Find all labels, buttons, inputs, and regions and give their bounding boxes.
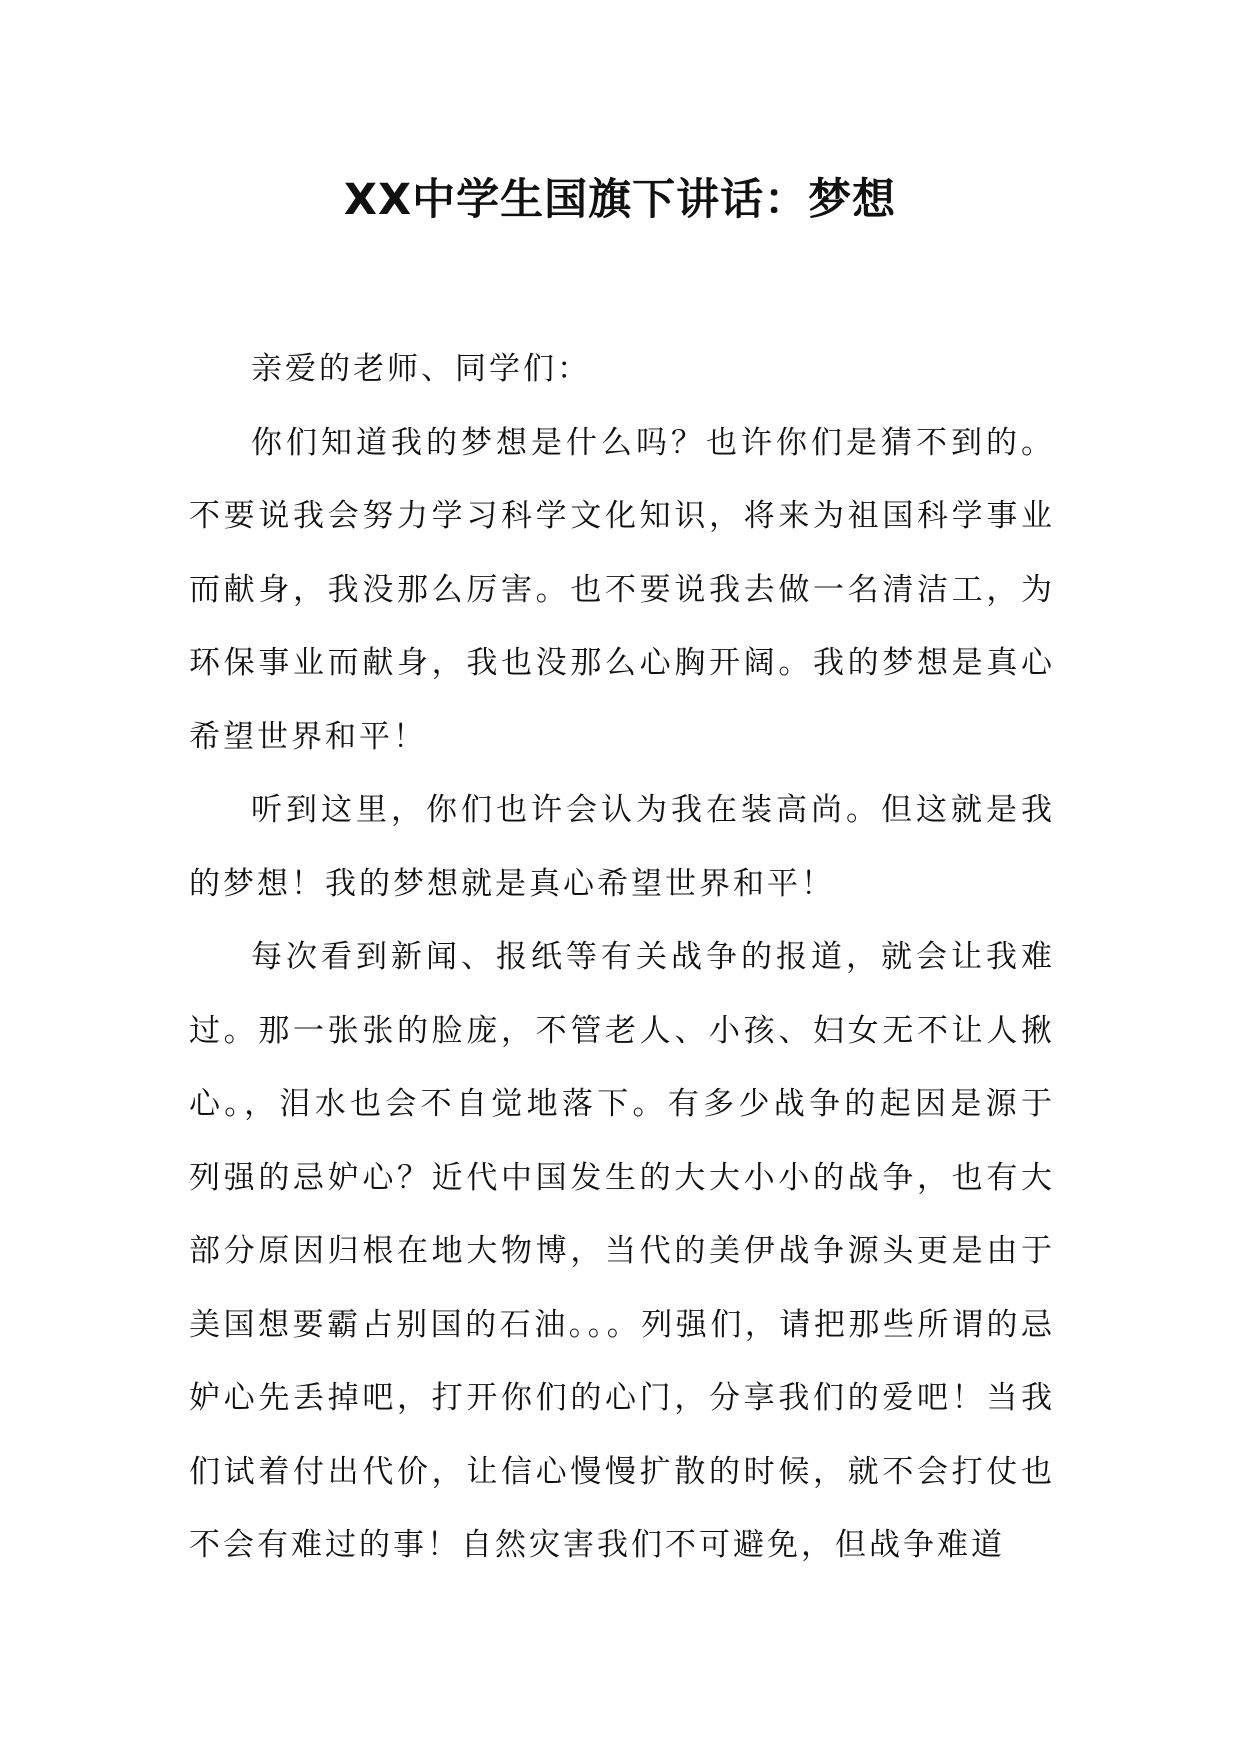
paragraph-war: 每次看到新闻、报纸等有关战争的报道，就会让我难过。那一张张的脸庞，不管老人、小孩、妇女无不让人揪心。，泪水也会不自觉地落下。有多少战争的起因是源于列强的忌妒心？近代中国发生的大大小小的战争，也有大部分原因归根在地大物博，当代的美伊战争源头更是由于美国想要霸占别国的石油。。。列强们，请把那些所谓的忌妒心先丢掉吧，打开你们的心门，分享我们的爱吧！当我们试着付出代价，让信心慢慢扩散的时候，就不会打仗也不会有难过的事！自然灾害我们不可避免，但战争难道 (189, 939, 1055, 1563)
paragraph-greeting: 亲爱的老师、同学们： (251, 351, 591, 387)
document-title: XX中学生国旗下讲话：梦想 (343, 175, 897, 225)
document-body (189, 333, 1055, 1583)
paragraph-dream: 你们知道我的梦想是什么吗？也许你们是猜不到的。不要说我会努力学习科学文化知识，将来为祖国科学事业而献身，我没那么厉害。也不要说我去做一名清洁工，为环保事业而献身，我也没那么心胸开阔。我的梦想是真心希望世界和平！ (189, 424, 1055, 755)
paragraph-noble: 听到这里，你们也许会认为我在装高尚。但这就是我的梦想！我的梦想就是真心希望世界和平！ (189, 792, 1055, 902)
